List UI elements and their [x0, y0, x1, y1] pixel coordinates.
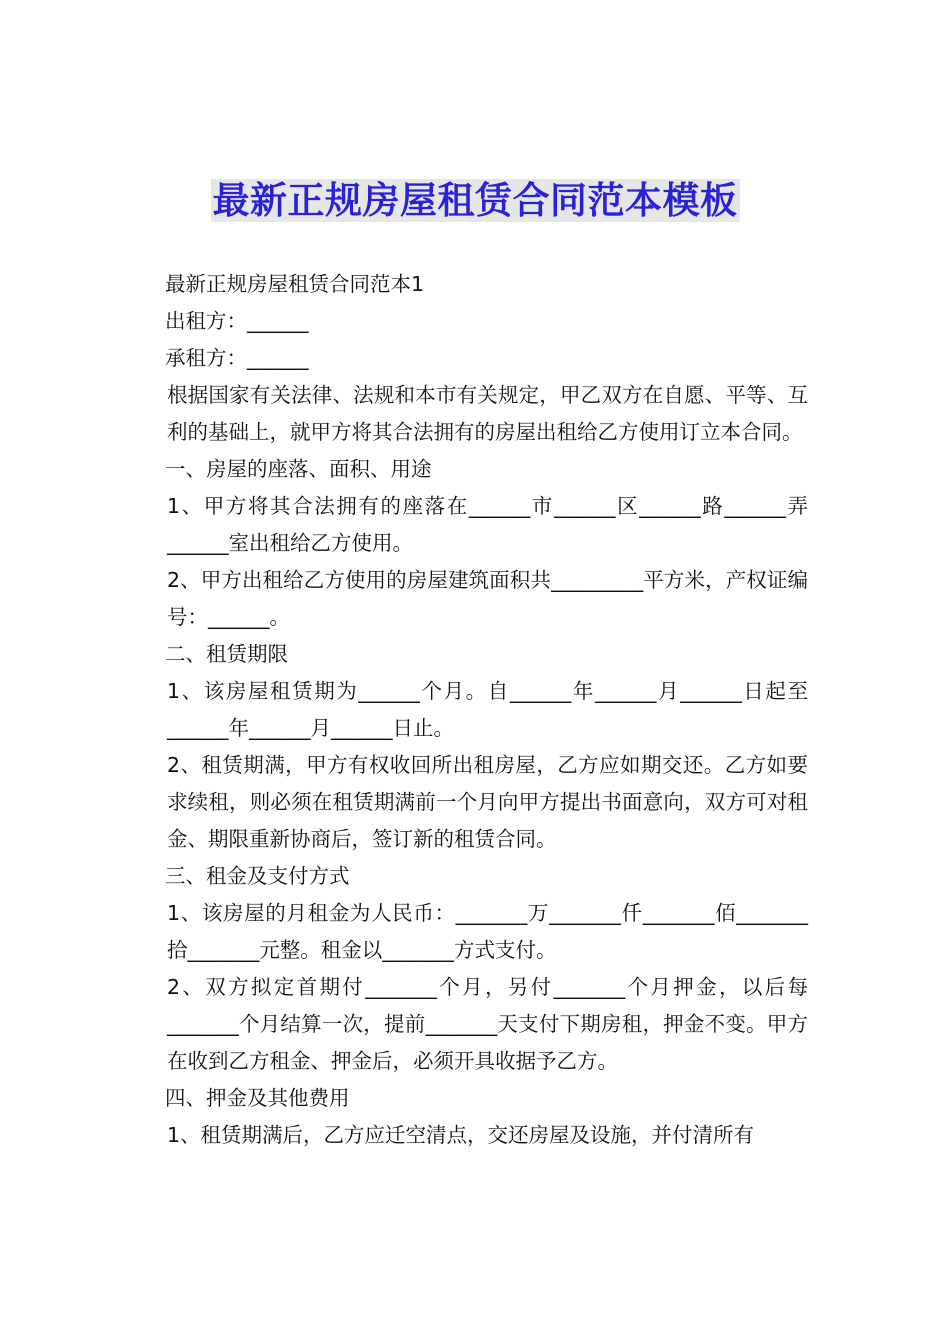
clause-1-2: 2、甲方出租给乙方使用的房屋建筑面积共_________平方米，产权证编号：______。	[167, 568, 808, 629]
section-heading-4: 四、押金及其他费用	[165, 1086, 350, 1110]
section-heading-1: 一、房屋的座落、面积、用途	[165, 457, 432, 481]
clause-3-1: 1、该房屋的月租金为人民币：_______万_______仟_______佰_______拾_______元整。租金以_______方式支付。	[167, 901, 808, 962]
clause-2-1: 1、该房屋租赁期为______个月。自______年______月______日起至______年______月______日止。	[167, 679, 808, 740]
document-title	[0, 176, 950, 226]
document-body	[145, 266, 808, 1154]
preamble-paragraph: 根据国家有关法律、法规和本市有关规定，甲乙双方在自愿、平等、互利的基础上，就甲方将其合法拥有的房屋出租给乙方使用订立本合同。	[167, 383, 808, 444]
lessor-field: 出租方：______	[165, 309, 309, 333]
section-heading-2: 二、租赁期限	[165, 642, 288, 666]
lessee-field: 承租方：______	[165, 346, 309, 370]
contract-subtitle: 最新正规房屋租赁合同范本1	[165, 272, 425, 296]
clause-3-2: 2、双方拟定首期付_______个月，另付_______个月押金，以后每_______个月结算一次，提前_______天支付下期房租，押金不变。甲方在收到乙方租金、押金后，必须开具收据予乙方。	[167, 975, 808, 1073]
clause-2-2: 2、租赁期满，甲方有权收回所出租房屋，乙方应如期交还。乙方如要求续租，则必须在租赁期满前一个月向甲方提出书面意向，双方可对租金、期限重新协商后，签订新的租赁合同。	[167, 753, 808, 851]
section-heading-3: 三、租金及支付方式	[165, 864, 350, 888]
document-title-text: 最新正规房屋租赁合同范本模板	[212, 179, 738, 222]
clause-1-1: 1、甲方将其合法拥有的座落在______市______区______路______弄______室出租给乙方使用。	[167, 494, 808, 555]
clause-4-1: 1、租赁期满后，乙方应迁空清点，交还房屋及设施，并付清所有	[167, 1123, 755, 1147]
